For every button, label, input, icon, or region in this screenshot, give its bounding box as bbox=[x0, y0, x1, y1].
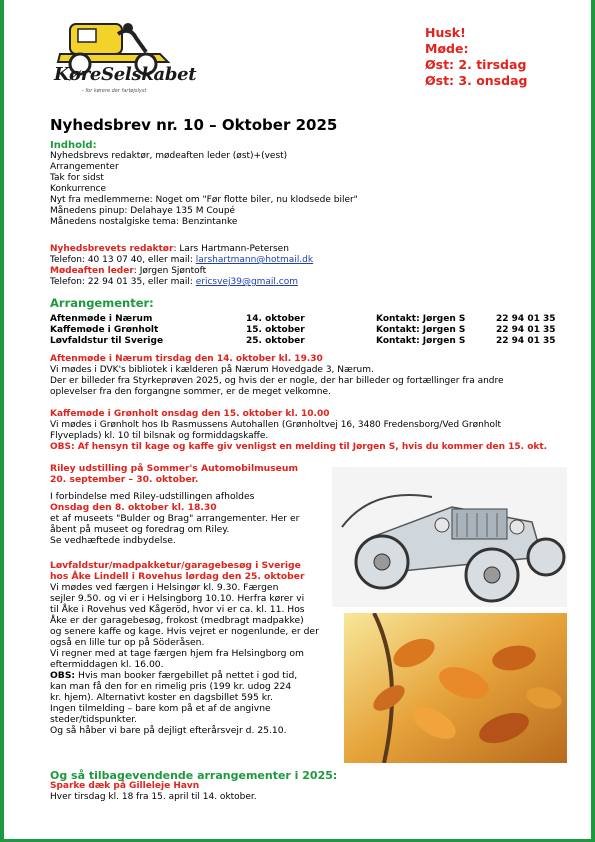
event4-obs-line: kr. hjem). Alternativt koster en dagsbillet 595 kr. bbox=[50, 692, 273, 703]
event1-line: Vi mødes i DVK's bibliotek i kælderen på Nærum Hovedgade 3, Nærum. bbox=[50, 365, 374, 375]
event3-line: et af museets "Bulder og Brag" arrangementer. Her er bbox=[50, 513, 300, 524]
event4-obs-line: Hvis man booker færgebillet på nettet i god tid, bbox=[75, 670, 298, 681]
event-date: 15. oktober bbox=[246, 325, 305, 335]
event1-heading: Aftenmøde i Nærum tirsdag den 14. oktober kl. 19.30 bbox=[50, 354, 323, 364]
reminder-box bbox=[425, 25, 527, 89]
contents-heading: Indhold: bbox=[50, 140, 97, 151]
event2-obs: OBS: Af hensyn til kage og kaffe giv venligst en melding til Jørgen S, hvis du kommer den 15. okt. bbox=[50, 442, 548, 452]
logo-tagline: - for kørere der fartøjslyst bbox=[82, 88, 147, 94]
leader-phone: Telefon: 22 94 01 35, eller mail: bbox=[50, 277, 196, 287]
event-name: Løvfaldstur til Sverige bbox=[50, 336, 164, 346]
reminder-east-2: Øst: 3. onsdag bbox=[425, 73, 528, 88]
event4-line: eftermiddagen kl. 16.00. bbox=[50, 659, 164, 670]
events-heading: Arrangementer: bbox=[50, 296, 154, 310]
event1-line: Der er billeder fra Styrkeprøven 2025, og hvis der er nogle, der har billeder og fortællinger fra andre bbox=[50, 376, 504, 386]
event4-heading: Løvfaldstur/madpakketur/garagebesøg i Sverige bbox=[50, 560, 301, 571]
event-contact: Kontakt: Jørgen S bbox=[376, 325, 466, 335]
recurring-sub: Sparke dæk på Gilleleje Havn bbox=[50, 781, 200, 791]
event4-line: til Åke i Rovehus ved Kågeröd, hvor vi er ca. kl. 11. Hos bbox=[50, 604, 305, 615]
leader-name: : Jørgen Sjøntoft bbox=[133, 266, 207, 276]
contents-item: Nyt fra medlemmerne: Noget om "Før flotte biler, nu klodsede biler" bbox=[50, 195, 358, 205]
reminder-meeting: Møde: bbox=[425, 41, 469, 56]
event-contact: Kontakt: Jørgen S bbox=[376, 336, 466, 346]
table-row bbox=[50, 314, 570, 325]
event3-line: åbent på museet og foredrag om Riley. bbox=[50, 524, 230, 535]
contacts-section bbox=[50, 244, 313, 288]
event4-obs-line: Ingen tilmelding – bare kom på et af de angivne bbox=[50, 703, 271, 714]
event4-obs-label: OBS: bbox=[50, 670, 76, 681]
logo-wordmark: KøreSelskabet bbox=[54, 64, 197, 85]
page-border-left bbox=[0, 0, 4, 842]
table-row bbox=[50, 325, 570, 336]
autumn-leaves-image bbox=[344, 613, 567, 763]
contents-item: Månedens nostalgiske tema: Benzintanke bbox=[50, 217, 238, 227]
contents-item: Arrangementer bbox=[50, 162, 119, 172]
event4-obs-line: Og så håber vi bare på dejligt efterårsvejr d. 25.10. bbox=[50, 725, 287, 736]
contents-item: Månedens pinup: Delahaye 135 M Coupé bbox=[50, 206, 236, 216]
event1-section bbox=[50, 354, 504, 398]
event4-heading-2: hos Åke Lindell i Rovehus lørdag den 25. oktober bbox=[50, 571, 305, 582]
events-table bbox=[50, 314, 570, 347]
reminder-title: Husk! bbox=[425, 25, 466, 40]
page-border-right bbox=[591, 0, 595, 842]
leader-mail-link[interactable]: ericsvej39@gmail.com bbox=[195, 277, 299, 287]
event4-line: også en lille tur op på Söderåsen. bbox=[50, 637, 205, 648]
event2-line: Vi mødes i Grønholt hos Ib Rasmussens Autohallen (Grønholtvej 16, 3480 Fredensborg/Ved Grønholt bbox=[50, 420, 502, 430]
event-date: 14. oktober bbox=[246, 314, 305, 324]
events-heading-wrap bbox=[50, 298, 154, 309]
event4-line: og senere kaffe og kage. Hvis vejret er nogenlunde, er der bbox=[50, 626, 319, 637]
event1-line: oplevelser fra den forgangne sommer, er de meget velkomne. bbox=[50, 387, 331, 397]
event-contact: Kontakt: Jørgen S bbox=[376, 314, 466, 324]
contents-item: Konkurrence bbox=[50, 184, 107, 194]
recurring-heading: Og så tilbagevendende arrangementer i 2025: bbox=[50, 769, 338, 782]
contents-item: Nyhedsbrevs redaktør, mødeaften leder (øst)+(vest) bbox=[50, 151, 288, 161]
recurring-line: Hver tirsdag kl. 18 fra 15. april til 14. oktober. bbox=[50, 792, 257, 802]
editor-phone: Telefon: 40 13 07 40, eller mail: bbox=[50, 255, 196, 265]
event3-section bbox=[50, 463, 299, 546]
event4-line: sejler 9.50. og vi er i Helsingborg 10.10. Herfra kører vi bbox=[50, 593, 305, 604]
editor-label: Nyhedsbrevets redaktør bbox=[50, 244, 174, 254]
event4-line: Vi mødes ved færgen i Helsingør kl. 9.30. Færgen bbox=[50, 582, 279, 593]
vintage-car-image bbox=[332, 467, 567, 607]
event4-line: Vi regner med at tage færgen hjem fra Helsingborg om bbox=[50, 648, 304, 659]
event4-obs-line: steder/tidspunkter. bbox=[50, 714, 138, 725]
contents-section bbox=[50, 140, 358, 228]
event3-line: Se vedhæftede indbydelse. bbox=[50, 535, 176, 546]
reminder-east: Øst: 2. tirsdag bbox=[425, 57, 527, 72]
event-phone: 22 94 01 35 bbox=[496, 314, 556, 324]
editor-name: : Lars Hartmann-Petersen bbox=[173, 244, 289, 254]
event-phone: 22 94 01 35 bbox=[496, 336, 556, 346]
event3-heading-dates: 20. september – 30. oktober. bbox=[50, 474, 199, 485]
recurring-section bbox=[50, 770, 337, 803]
event4-obs-line: kan man få den for en rimelig pris (199 kr. udog 224 bbox=[50, 681, 292, 692]
newsletter-title: Nyhedsbrev nr. 10 – Oktober 2025 bbox=[50, 116, 338, 134]
event2-line: Flyveplads) kl. 10 til bilsnak og formiddagskaffe. bbox=[50, 431, 269, 441]
event-name: Kaffemøde i Grønholt bbox=[50, 325, 159, 335]
event-phone: 22 94 01 35 bbox=[496, 325, 556, 335]
editor-mail-link[interactable]: larshartmann@hotmail.dk bbox=[195, 255, 314, 265]
event3-date: Onsdag den 8. oktober kl. 18.30 bbox=[50, 502, 217, 513]
event2-section bbox=[50, 409, 547, 453]
event4-line: Åke er der garagebesøg, frokost (medbragt madpakke) bbox=[50, 615, 304, 626]
event3-heading: Riley udstilling på Sommer's Automobilmuseum bbox=[50, 463, 299, 474]
event3-intro: I forbindelse med Riley-udstillingen afholdes bbox=[50, 491, 255, 502]
event2-heading: Kaffemøde i Grønholt onsdag den 15. oktober kl. 10.00 bbox=[50, 409, 330, 419]
contents-item: Tak for sidst bbox=[50, 173, 104, 183]
leader-label: Mødeaften leder bbox=[50, 266, 134, 276]
event4-section bbox=[50, 560, 319, 736]
event-name: Aftenmøde i Nærum bbox=[50, 314, 153, 324]
event-date: 25. oktober bbox=[246, 336, 305, 346]
table-row bbox=[50, 336, 570, 347]
